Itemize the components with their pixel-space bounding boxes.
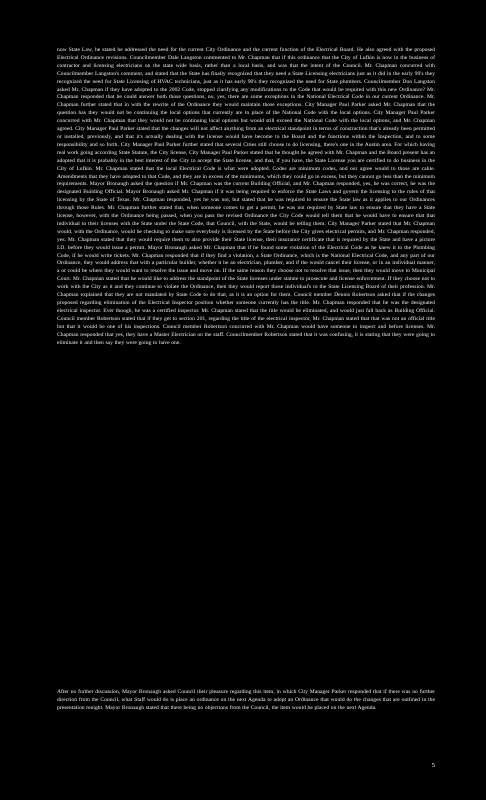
body-paragraph-1: now State Law, he stated he addressed the need for the current City Ordinance and the current function of the Electrical Board. He also agreed with the proposed Electrical Ordinance revisions. Councilmember Dale Langston commented to Mr. Chapman that if this ordinance that the City of Lufkin is now in the business of contractor and licensing electricians on the state wide basis, rather than a local basis, and was that the intent of the Council. Mr. Chapman concurred with Councilmember Langston's comment, and stated that the State has finally recognized that they need a State Licensing electricians just as it did in the early 90's they recognized the need for State Licensing of HVAC technicians, just as it has early 90's they recognized the need for State plumbers. Councilmember Don Langston asked Mr. Chapman if they have adopted to the 2002 Code, stopped clarifying any modifications to the Code that would be required with this new Ordinance? Mr. Chapman responded that he could answer both those questions, no, yes, there are some exceptions in the National Electrical Code in our current Ordinance. Mr. Chapman further stated that in with the rewrite of the Ordinance they would maintain those exceptions. City Manager Paul Parker asked Mr. Chapman that the question has they would not be continuing the local options that currently are in place of the National Code with the local options. City Manager Paul Parker concurred with Mr. Chapman that they would not be continuing local options but would still exceed the National Code with the local options, and Mr. Chapman agreed. City Manager Paul Parker stated that the changes will not affect anything from an electrical standpoint in terms of construction that's already been permitted or installed, previously, and that it's actually dealing with the license would have become to the Board and the functions within the Inspection, and to some responsibility and so forth. City Manager Paul Parker further stated that several Cities still choose to do licensing, there's one in the Austin area. For which having real work going according State Statute, the City license, City Manager Paul Parker stated that he thought he agreed with Mr. Chapman and the Board present has an adopted that it is probably in the best interest of the City to accept the State license, and that, if you have, the State License you are certified to do business in the City of Lufkin. Mr. Chapman stated that the local Electrical Code is what were adopted. Codes are minimum codes, and our agree would to those are cable. Amendments that they have adopted to that Code, and they are in excess of the minimums, which they could go in excess, but they cannot go less than the minimum requirements. Mayor Bronaugh asked the question if Mr. Chapman was the current Building Official, and Mr. Chapman responded, yes, he was correct, he was the designated Building Official. Mayor Bronaugh asked Mr. Chapman if it was being required to enforce the State Laws and govern the licensing to the rules of that licensing by the State of Texas. Mr. Chapman responded, yes he was not, but stated that he was required to ensure the State law as it applies to our Ordinances through those Rules. Mr. Chapman further stated that, when someone comes to get a permit, he was not required by State law to ensure that they have a State license, however, with the Ordinance being passed, when you pass the revised Ordinance the City Code would tell them that he would have to ensure that that individual to their licenses with the State under the State Code, that Council, with the State, would be telling them. City Manager Parker stated that Mr. Chapman would, with the Ordinance, would be checking to make sure everybody is licensed by the State before the City gives electrical permits, and Mr. Chapman responded, yes. Mr. Chapman stated that they would require them to also provide their State license, their insurance certificate that is required by the State and have a picture I.D. before they would issue a permit. Mayor Bronaugh asked Mr. Chapman that if he found some violation of the Electrical Code as he knew it to the Plumbing Code, if he would write tickets. Mr. Chapman responded that if they find a violation, a State Ordinance, which is the National Electrical Code, and any part of our Ordinance, they would address that with a particular builder, whether it be an electrician, plumber, and if the would cancel their license, or in an individual manner, a or could be where they would want to resolve the issue and move on. If the same reason they choose not to resolve that issue, then they would move to Municipal Court. Mr. Chapman stated that he would like to address the standpoint of the State licenses under statute to prosecute and license enforcement. If they choose not to work with the City as it and they continue to violate the Ordinance, then they would report those individual's to the State Licensing Board of their profession. Mr. Chapman explained that they are not mandated by State Code to do that, as it is an option for them. Council member Dennis Robertson asked that if the changes proposed regarding elimination of the Electrical Inspector position whether someone currently has the title. Mr. Chapman responded that he was the designated electrical inspector. Ever though, he was a certified inspector. Mr. Chapman stated that the title would be eliminated, and would just fall back as Building Official. Council member Robertson stated that if they get to section 201, regarding the title of the electrical inspector, Mr. Chapman stated that that was not an official title but that it would be one of his inspections. Council member Robertson concurred with Mr. Chapman would have someone to inspect and before licenses. Mr. Chapman responded that yes, they have a Master Electrician on the staff. Councilmember Robertson stated that it was confusing, it is stating that they were going to eliminate it and then say they were going to have one. xyxy=(57,47,435,346)
page-number: 5 xyxy=(431,762,435,769)
body-paragraph-2: After no further discussion, Mayor Bronaugh asked Council their pleasure regarding this item, in which City Manager Parker responded that if there was no further direction from the Council, what Staff would do is place an ordinance on the next Agenda to adopt an Ordinance that would do the changes that are outlined in the presentation tonight. Mayor Bronaugh stated that there being no objections from the Council, the item would be placed on the next Agenda. xyxy=(57,689,435,711)
